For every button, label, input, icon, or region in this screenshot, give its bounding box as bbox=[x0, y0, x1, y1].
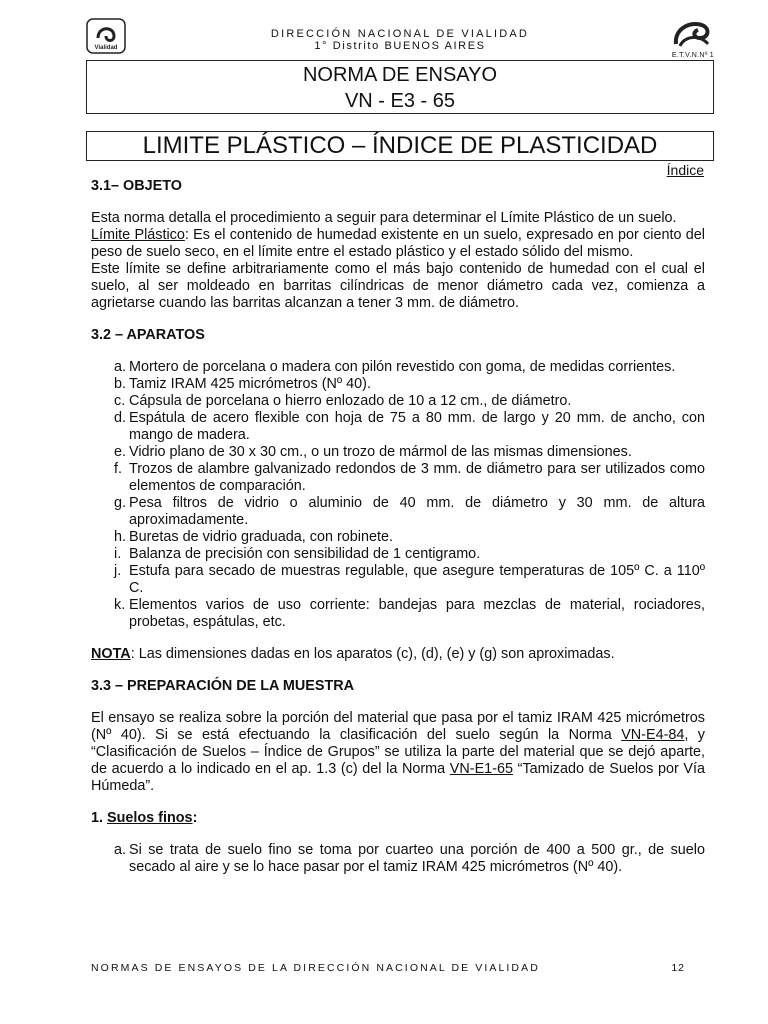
page-number: 12 bbox=[671, 962, 685, 974]
subsection-colon: : bbox=[192, 810, 198, 826]
etvn-label: E.T.V.N.Nº 1 bbox=[671, 52, 714, 59]
list-marker: i. bbox=[114, 546, 122, 562]
list-item bbox=[91, 529, 705, 546]
section-heading-aparatos: 3.2 – APARATOS bbox=[91, 327, 205, 343]
list-item-text: Mortero de porcelana o madera con pilón revestido con goma, de medidas corrientes. bbox=[129, 359, 676, 375]
text-run: El ensayo se realiza sobre la porción del material que pasa por el tamiz IRAM 425 micrómetros (Nº 40). Si se está efectuando la clasificación del suelo según la Norma bbox=[91, 710, 705, 743]
paragraph bbox=[91, 710, 705, 795]
text-run: “Tamizado de Suelos por Vía Húmeda”. bbox=[91, 761, 705, 794]
page-header bbox=[86, 18, 714, 60]
list-item-text: Estufa para secado de muestras regulable, que asegure temperaturas de 105º C. a 110º C. bbox=[129, 563, 705, 596]
norm-title-box bbox=[86, 60, 714, 114]
list-item-text: Buretas de vidrio graduada, con robinete. bbox=[129, 529, 393, 545]
section-heading-preparacion: 3.3 – PREPARACIÓN DE LA MUESTRA bbox=[91, 678, 355, 694]
subsection-label: Suelos finos bbox=[107, 810, 193, 826]
suelos-finos-list bbox=[91, 842, 705, 876]
list-item bbox=[91, 842, 705, 876]
list-marker: e. bbox=[114, 444, 127, 460]
list-marker: d. bbox=[114, 410, 127, 426]
list-item bbox=[91, 410, 705, 444]
index-link[interactable]: Índice bbox=[666, 162, 704, 178]
list-item bbox=[91, 393, 705, 410]
paragraph: Esta norma detalla el procedimiento a seguir para determinar el Límite Plástico de un suelo. bbox=[91, 210, 677, 226]
svg-text:Vialidad: Vialidad bbox=[94, 45, 118, 51]
paragraph: Este límite se define arbitrariamente como el más bajo contenido de humedad con el cual el suelo, al ser moldeado en barritas cilíndricas de menor diámetro cada vez, comienza a agrietarse cuando las barritas alcanzan a tener 3 mm. de diámetro. bbox=[91, 261, 705, 311]
apparatus-list bbox=[91, 359, 705, 631]
list-item-text: Si se trata de suelo fino se toma por cuarteo una porción de 400 a 500 gr., de suelo secado al aire y se lo hace pasar por el tamiz IRAM 425 micrómetros (Nº 40). bbox=[129, 842, 705, 875]
link-vn-e1-65[interactable]: VN-E1-65 bbox=[449, 761, 513, 777]
list-item bbox=[91, 597, 705, 631]
paragraph bbox=[91, 227, 705, 261]
list-marker: a. bbox=[114, 842, 127, 858]
list-item bbox=[91, 563, 705, 597]
header-organization: DIRECCIÓN NACIONAL DE VIALIDAD bbox=[270, 28, 530, 40]
list-item-text: Elementos varios de uso corriente: bandejas para mezclas de material, rociadores, probetas, espátulas, etc. bbox=[129, 597, 705, 630]
list-item-text: Vidrio plano de 30 x 30 cm., o un trozo de mármol de las mismas dimensiones. bbox=[129, 444, 632, 460]
list-item bbox=[91, 376, 705, 393]
footer-text: NORMAS DE ENSAYOS DE LA DIRECCIÓN NACIONAL DE VIALIDAD bbox=[91, 962, 540, 974]
list-marker: a. bbox=[114, 359, 127, 375]
list-marker: k. bbox=[114, 597, 126, 613]
norm-code: VN - E3 - 65 bbox=[344, 90, 456, 112]
note bbox=[91, 646, 705, 663]
page-footer bbox=[91, 962, 705, 974]
document-body bbox=[91, 178, 705, 876]
subsection-number: 1. bbox=[91, 810, 107, 826]
note-label: NOTA bbox=[91, 646, 131, 662]
link-vn-e4-84[interactable]: VN-E4-84 bbox=[621, 727, 685, 743]
list-item-text: Trozos de alambre galvanizado redondos de 3 mm. de diámetro para ser utilizados como elementos de comparación. bbox=[129, 461, 705, 494]
document-title: LIMITE PLÁSTICO – ÍNDICE DE PLASTICIDAD bbox=[86, 131, 714, 161]
note-text: : Las dimensiones dadas en los aparatos (c), (d), (e) y (g) son aproximadas. bbox=[130, 646, 615, 662]
list-item-text: Espátula de acero flexible con hoja de 75 a 80 mm. de largo y 20 mm. de ancho, con mango de madera. bbox=[129, 410, 705, 443]
list-marker: c. bbox=[114, 393, 126, 409]
term-limite-plastico: Límite Plástico bbox=[91, 227, 185, 243]
list-item bbox=[91, 359, 705, 376]
list-marker: f. bbox=[114, 461, 122, 477]
definition-text: : Es el contenido de humedad existente en un suelo, expresado en por ciento del peso de suelo seco, en el límite entre el estado plástico y el estado sólido del mismo. bbox=[91, 227, 705, 260]
norm-title: NORMA DE ENSAYO bbox=[302, 64, 498, 86]
list-item bbox=[91, 495, 705, 529]
list-item-text: Cápsula de porcelana o hierro enlozado de 10 a 12 cm., de diámetro. bbox=[129, 393, 572, 409]
text-run: , y “Clasificación de Suelos – Índice de Grupos” se utiliza la parte del material que se dejó aparte, de acuerdo a lo indicado en el ap. 1.3 (c) del la Norma bbox=[91, 727, 705, 777]
header-district: 1° Distrito BUENOS AIRES bbox=[314, 40, 486, 52]
list-item bbox=[91, 546, 705, 563]
list-item bbox=[91, 444, 705, 461]
list-item-text: Pesa filtros de vidrio o aluminio de 40 mm. de diámetro y 30 mm. de altura aproximadamente. bbox=[129, 495, 705, 528]
list-item-text: Balanza de precisión con sensibilidad de 1 centigramo. bbox=[129, 546, 481, 562]
list-marker: h. bbox=[114, 529, 127, 545]
list-marker: j. bbox=[114, 563, 122, 579]
section-heading-objeto: 3.1– OBJETO bbox=[91, 178, 182, 194]
list-marker: g. bbox=[114, 495, 127, 511]
list-item bbox=[91, 461, 705, 495]
list-item-text: Tamiz IRAM 425 micrómetros (Nº 40). bbox=[129, 376, 371, 392]
subsection-heading-suelos-finos bbox=[91, 810, 705, 827]
list-marker: b. bbox=[114, 376, 127, 392]
